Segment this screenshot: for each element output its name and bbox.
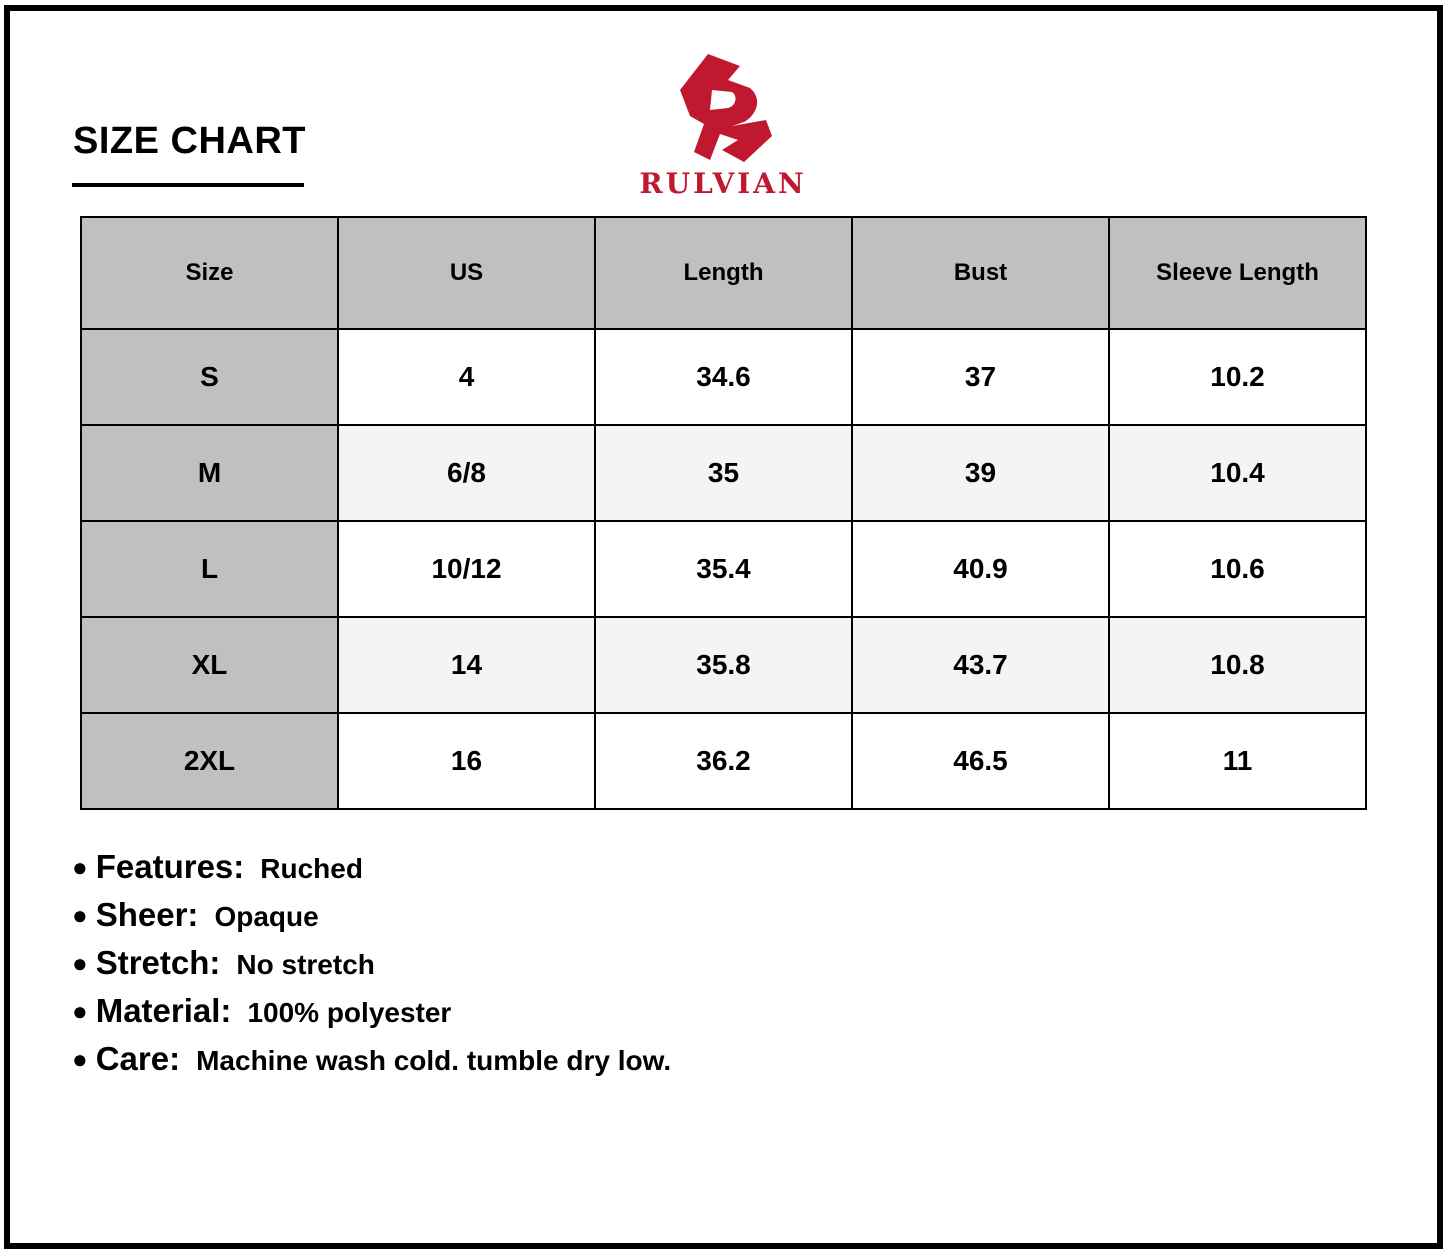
table-row (81, 617, 1366, 713)
bullet-icon: ● (72, 852, 88, 882)
sleeve-length-cell: 11 (1109, 713, 1366, 809)
product-specs-list (72, 848, 671, 1088)
sleeve-length-cell: 10.2 (1109, 329, 1366, 425)
column-header-length: Length (595, 217, 852, 329)
column-header-us: US (338, 217, 595, 329)
column-header-size: Size (81, 217, 338, 329)
sleeve-length-cell: 10.6 (1109, 521, 1366, 617)
spec-label: Care: (95, 1040, 181, 1077)
column-header-bust: Bust (852, 217, 1109, 329)
sleeve-length-cell: 10.8 (1109, 617, 1366, 713)
bullet-icon: ● (72, 996, 88, 1026)
us-cell: 16 (338, 713, 595, 809)
size-cell: L (81, 521, 338, 617)
bust-cell: 37 (852, 329, 1109, 425)
page-title: SIZE CHART (73, 120, 306, 162)
spec-features (72, 848, 671, 896)
size-chart-table (80, 216, 1367, 810)
table-header-row (81, 217, 1366, 329)
size-cell: M (81, 425, 338, 521)
spec-value: No stretch (236, 949, 375, 980)
us-cell: 6/8 (338, 425, 595, 521)
bust-cell: 40.9 (852, 521, 1109, 617)
size-cell: XL (81, 617, 338, 713)
bullet-icon: ● (72, 900, 88, 930)
spec-label: Material: (95, 992, 232, 1029)
bust-cell: 46.5 (852, 713, 1109, 809)
table-row (81, 713, 1366, 809)
spec-stretch (72, 944, 671, 992)
bullet-icon: ● (72, 1044, 88, 1074)
size-cell: 2XL (81, 713, 338, 809)
spec-sheer (72, 896, 671, 944)
us-cell: 4 (338, 329, 595, 425)
length-cell: 35.8 (595, 617, 852, 713)
spec-value: Opaque (214, 901, 319, 932)
length-cell: 35 (595, 425, 852, 521)
spec-care (72, 1040, 671, 1088)
table-row (81, 425, 1366, 521)
spec-value: Ruched (260, 853, 363, 884)
us-cell: 10/12 (338, 521, 595, 617)
spec-material (72, 992, 671, 1040)
spec-value: 100% polyester (247, 997, 452, 1028)
length-cell: 36.2 (595, 713, 852, 809)
column-header-sleeve-length: Sleeve Length (1109, 217, 1366, 329)
table-row (81, 329, 1366, 425)
bust-cell: 39 (852, 425, 1109, 521)
us-cell: 14 (338, 617, 595, 713)
title-underline (72, 183, 304, 187)
table-row (81, 521, 1366, 617)
spec-label: Features: (95, 848, 245, 885)
spec-value: Machine wash cold. tumble dry low. (196, 1045, 672, 1076)
spec-label: Sheer: (95, 896, 199, 933)
sleeve-length-cell: 10.4 (1109, 425, 1366, 521)
length-cell: 34.6 (595, 329, 852, 425)
length-cell: 35.4 (595, 521, 852, 617)
bullet-icon: ● (72, 948, 88, 978)
spec-label: Stretch: (95, 944, 221, 981)
size-cell: S (81, 329, 338, 425)
bust-cell: 43.7 (852, 617, 1109, 713)
brand-name: RULVIAN (639, 167, 807, 200)
